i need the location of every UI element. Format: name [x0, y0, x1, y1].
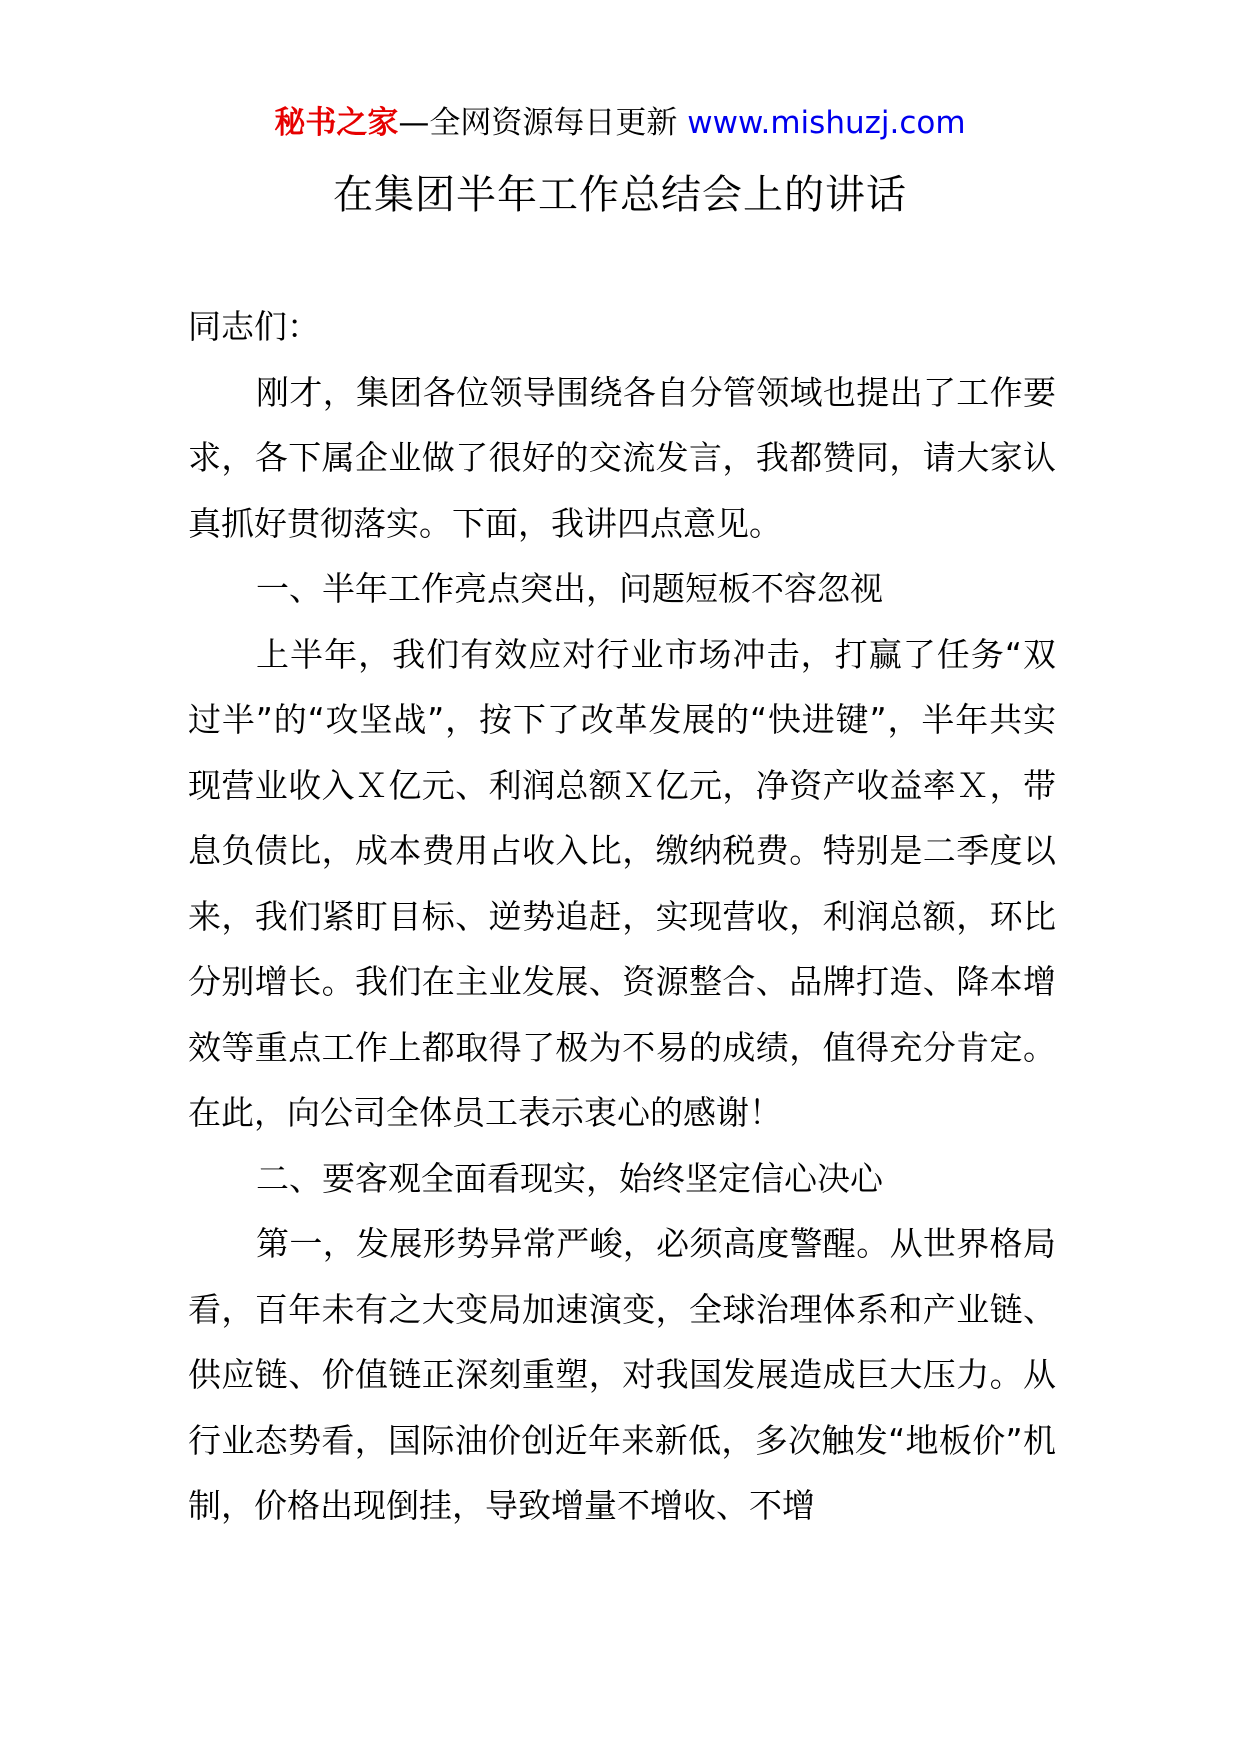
paragraph-situation: 第一，发展形势异常严峻，必须高度警醒。从世界格局看，百年未有之大变局加速演变，全球治理体系和产业链、供应链、价值链正深刻重塑，对我国发展造成巨大压力。从行业态势看，国际油价创近年来新低，多次触发“地板价”机制，价格出现倒挂，导致增量不增收、不增 — [188, 1224, 1056, 1525]
site-url-link[interactable]: www.mishuzj.com — [687, 105, 966, 141]
section-heading-1: 一、半年工作亮点突出，问题短板不容忽视 — [256, 569, 883, 608]
paragraph-first-half-results: 上半年，我们有效应对行业市场冲击，打赢了任务“双过半”的“攻坚战”，按下了改革发展的“快进键”，半年共实现营业收入Ｘ亿元、利润总额Ｘ亿元，净资产收益率Ｘ，带息负债比，成本费用占收入比，缴纳税费。特别是二季度以来，我们紧盯目标、逆势追赶，实现营收，利润总额，环比分别增长。我们在主业发展、资源整合、品牌打造、降本增效等重点工作上都取得了极为不易的成绩，值得充分肯定。在此，向公司全体员工表示衷心的感谢！ — [188, 634, 1056, 1132]
document-title: 在集团半年工作总结会上的讲话 — [333, 172, 907, 218]
salutation: 同志们： — [188, 307, 320, 346]
site-banner — [0, 101, 1240, 145]
section-heading-2: 二、要客观全面看现实，始终坚定信心决心 — [256, 1158, 883, 1198]
banner-slogan: —全网资源每日更新 — [398, 105, 688, 141]
document-body — [188, 294, 1056, 1539]
brand-name: 秘书之家 — [274, 105, 399, 141]
paragraph-intro: 刚才，集团各位领导围绕各自分管领域也提出了工作要求，各下属企业做了很好的交流发言，我都赞同，请大家认真抓好贯彻落实。下面，我讲四点意见。 — [188, 372, 1056, 543]
